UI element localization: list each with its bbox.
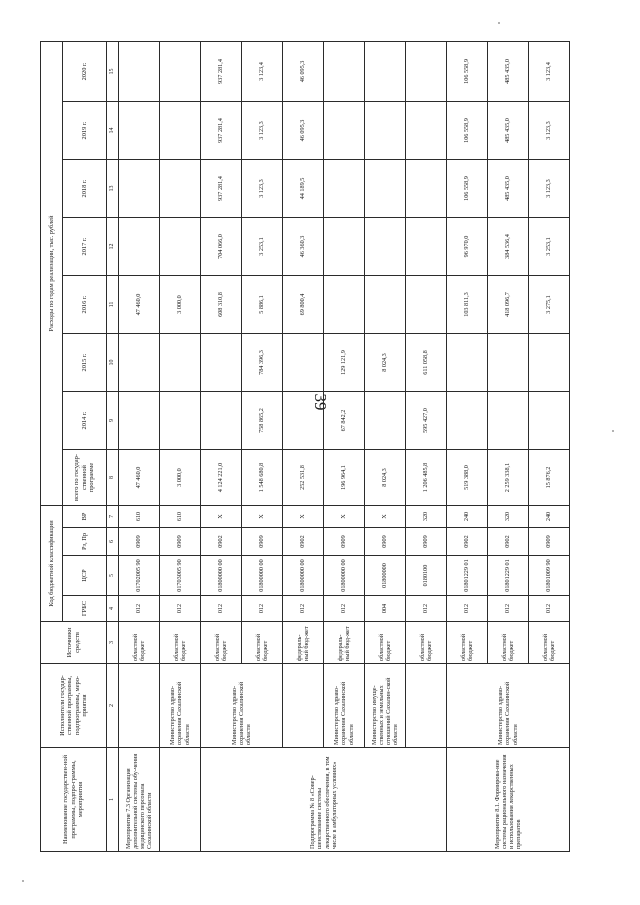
table-row (447, 41, 488, 851)
cell-2018 (365, 160, 406, 218)
cell-rzpr: 0902 (488, 528, 529, 556)
cell-total: 1 206 485,8 (406, 450, 447, 506)
cell-2015: 784 396,3 (242, 334, 283, 392)
cell-source: областной бюджет (488, 622, 529, 664)
cell-2019: 46 095,3 (283, 102, 324, 160)
cell-2019: 485 435,0 (488, 102, 529, 160)
page-number: 39 (311, 393, 330, 411)
cell-2018: 44 189,5 (283, 160, 324, 218)
cell-2018 (119, 160, 160, 218)
col-number: 13 (107, 160, 119, 218)
cell-2014 (529, 392, 570, 450)
cell-csr: 0180100 (406, 556, 447, 596)
cell-grbs: 012 (201, 596, 242, 622)
cell-rzpr: 0909 (324, 528, 365, 556)
col-number: 8 (107, 450, 119, 506)
cell-2015: 8 024,3 (365, 334, 406, 392)
cell-vr: X (324, 506, 365, 528)
cell-2016 (406, 276, 447, 334)
table-row (119, 41, 160, 851)
cell-total: 8 024,3 (365, 450, 406, 506)
table-body (119, 41, 570, 851)
scan-speck (612, 430, 614, 432)
cell-name: Подпрограмма № 8 «Совер-шенствование системы лекарственного обеспечения, в том числе в амбулаторных условиях» (201, 748, 447, 852)
cell-2017: 46 360,3 (283, 218, 324, 276)
cell-2015: 611 058,8 (406, 334, 447, 392)
header-year-2014: 2014 г. (63, 392, 107, 450)
cell-2016: 418 096,7 (488, 276, 529, 334)
header-year-2017: 2017 г. (63, 218, 107, 276)
cell-executor: Министерство здраво-охранения Сахалинской области (201, 664, 283, 748)
header-grbs: ГРБС (63, 596, 107, 622)
cell-name (160, 748, 201, 852)
cell-2018: 3 123,3 (529, 160, 570, 218)
cell-2019 (406, 102, 447, 160)
cell-vr: X (201, 506, 242, 528)
cell-2017 (119, 218, 160, 276)
cell-2016 (365, 276, 406, 334)
cell-total: 196 964,1 (324, 450, 365, 506)
col-number: 15 (107, 41, 119, 101)
table-row (201, 41, 242, 851)
col-number: 3 (107, 622, 119, 664)
cell-vr: 320 (488, 506, 529, 528)
cell-2017: 3 253,1 (242, 218, 283, 276)
cell-grbs: 012 (242, 596, 283, 622)
cell-2018 (324, 160, 365, 218)
cell-vr: X (365, 506, 406, 528)
cell-csr: 01801229 01 (488, 556, 529, 596)
cell-total: 47 460,0 (119, 450, 160, 506)
cell-grbs: 012 (488, 596, 529, 622)
cell-csr: 01800000 (365, 556, 406, 596)
cell-csr: 01800000 00 (242, 556, 283, 596)
table-row (160, 41, 201, 851)
cell-2014 (447, 392, 488, 450)
cell-2018: 106 558,9 (447, 160, 488, 218)
header-rzpr: Рз, Пр (63, 528, 107, 556)
cell-vr: 610 (119, 506, 160, 528)
cell-grbs: 012 (406, 596, 447, 622)
col-number: 14 (107, 102, 119, 160)
cell-2018: 937 281,4 (201, 160, 242, 218)
cell-2016: 103 811,3 (447, 276, 488, 334)
cell-total: 519 388,0 (447, 450, 488, 506)
cell-2015 (160, 334, 201, 392)
cell-2018: 485 435,0 (488, 160, 529, 218)
cell-2014 (283, 392, 324, 450)
cell-2014 (119, 392, 160, 450)
col-number: 7 (107, 506, 119, 528)
cell-vr: 240 (447, 506, 488, 528)
cell-total: 4 124 221,0 (201, 450, 242, 506)
cell-2020 (365, 41, 406, 101)
cell-source: областной бюджет (160, 622, 201, 664)
cell-2016: 5 886,1 (242, 276, 283, 334)
cell-2016: 3 275,1 (529, 276, 570, 334)
cell-2020 (406, 41, 447, 101)
cell-rzpr: 0909 (365, 528, 406, 556)
cell-name: Мероприятие 7.3 Организация дополнительной системы обу-чения медицинского персонала Сахалинской области (119, 748, 160, 852)
cell-2017 (324, 218, 365, 276)
col-number: 2 (107, 664, 119, 748)
cell-2014 (160, 392, 201, 450)
header-source: Источники средств (41, 622, 107, 664)
cell-source: областной бюджет (529, 622, 570, 664)
cell-grbs: 012 (160, 596, 201, 622)
cell-csr: 01801009 90 (529, 556, 570, 596)
cell-grbs: 004 (365, 596, 406, 622)
cell-2014 (201, 392, 242, 450)
cell-2014: 67 842,2 (324, 392, 365, 450)
header-name: Наименование государствен-ной программы, подпро-граммы, мероприятия (41, 748, 107, 852)
cell-rzpr: 0909 (529, 528, 570, 556)
cell-rzpr: 0902 (447, 528, 488, 556)
header-year-2015: 2015 г. (63, 334, 107, 392)
header-csr: ЦСР (63, 556, 107, 596)
col-number: 6 (107, 528, 119, 556)
cell-2017 (406, 218, 447, 276)
cell-executor: Министерство здраво-охранения Сахалинской области (160, 664, 201, 748)
cell-csr: 01800000 00 (201, 556, 242, 596)
cell-2020: 485 435,0 (488, 41, 529, 101)
col-number: 1 (107, 748, 119, 852)
cell-2020: 3 123,4 (242, 41, 283, 101)
cell-2015 (529, 334, 570, 392)
cell-2019 (119, 102, 160, 160)
cell-rzpr: 0902 (283, 528, 324, 556)
table-row (324, 41, 365, 851)
cell-2020: 3 123,4 (529, 41, 570, 101)
cell-executor (119, 664, 160, 748)
cell-2016: 3 000,0 (160, 276, 201, 334)
cell-vr: X (242, 506, 283, 528)
cell-csr: 01801229 01 (447, 556, 488, 596)
cell-vr: 610 (160, 506, 201, 528)
cell-2016: 69 800,4 (283, 276, 324, 334)
cell-2014: 595 427,0 (406, 392, 447, 450)
cell-2020 (324, 41, 365, 101)
cell-source: областной бюджет (201, 622, 242, 664)
cell-2015 (488, 334, 529, 392)
cell-source: федераль-ный бюд-жет (283, 622, 324, 664)
cell-rzpr: 0909 (242, 528, 283, 556)
col-number: 12 (107, 218, 119, 276)
table-row (406, 41, 447, 851)
cell-executor: Министерство здраво-охранения Сахалинской области (324, 664, 365, 748)
cell-2015 (283, 334, 324, 392)
cell-2020: 46 095,3 (283, 41, 324, 101)
cell-grbs: 012 (447, 596, 488, 622)
cell-source: областной бюджет (242, 622, 283, 664)
cell-2014 (365, 392, 406, 450)
cell-csr: 01800000 00 (283, 556, 324, 596)
col-number: 10 (107, 334, 119, 392)
cell-csr: 01800000 00 (324, 556, 365, 596)
cell-grbs: 012 (324, 596, 365, 622)
cell-source: областной бюджет (447, 622, 488, 664)
cell-grbs: 012 (283, 596, 324, 622)
cell-2015 (119, 334, 160, 392)
cell-total: 3 000,0 (160, 450, 201, 506)
cell-2020: 106 558,9 (447, 41, 488, 101)
cell-2018 (406, 160, 447, 218)
cell-csr: 01702005 90 (119, 556, 160, 596)
scan-speck (22, 880, 24, 882)
cell-2015 (201, 334, 242, 392)
cell-2019 (365, 102, 406, 160)
cell-2018 (160, 160, 201, 218)
cell-2017 (160, 218, 201, 276)
cell-2020 (160, 41, 201, 101)
cell-grbs: 012 (119, 596, 160, 622)
cell-name: Мероприятие 8.1. Формирова-ние системы рационального назначения и использования лекарственных препаратов (447, 748, 570, 852)
cell-2017: 96 970,0 (447, 218, 488, 276)
cell-executor: Министерство имуще-ственных и земельных отношений Сахалин-ской области (365, 664, 406, 748)
col-number: 5 (107, 556, 119, 596)
cell-csr: 01703005 90 (160, 556, 201, 596)
cell-2014 (488, 392, 529, 450)
table-row (283, 41, 324, 851)
table-row (365, 41, 406, 851)
header-year-2019: 2019 г. (63, 102, 107, 160)
cell-source: областной бюджет (365, 622, 406, 664)
cell-2019 (160, 102, 201, 160)
budget-table (40, 41, 570, 852)
cell-2020: 937 281,4 (201, 41, 242, 101)
rotated-table-container (40, 42, 556, 852)
cell-vr: X (283, 506, 324, 528)
header-year-2020: 2020 г. (63, 41, 107, 101)
cell-grbs: 012 (529, 596, 570, 622)
cell-2019: 3 123,3 (242, 102, 283, 160)
cell-2014: 758 865,2 (242, 392, 283, 450)
cell-2017 (365, 218, 406, 276)
cell-2017: 704 066,0 (201, 218, 242, 276)
header-year-2016: 2016 г. (63, 276, 107, 334)
cell-rzpr: 0909 (119, 528, 160, 556)
cell-rzpr: 0902 (201, 528, 242, 556)
scan-speck (498, 22, 500, 24)
cell-vr: 320 (406, 506, 447, 528)
cell-2017: 384 536,4 (488, 218, 529, 276)
cell-2019: 3 123,3 (529, 102, 570, 160)
cell-2017: 3 253,1 (529, 218, 570, 276)
cell-total: 15 876,2 (529, 450, 570, 506)
cell-2019 (324, 102, 365, 160)
cell-2020 (119, 41, 160, 101)
cell-2015: 129 121,9 (324, 334, 365, 392)
cell-source: федераль-ный бюд-жет (324, 622, 365, 664)
cell-total: 2 259 338,1 (488, 450, 529, 506)
col-number: 11 (107, 276, 119, 334)
column-number-row (107, 41, 119, 851)
cell-2016: 608 310,8 (201, 276, 242, 334)
cell-2016: 47 460,0 (119, 276, 160, 334)
cell-2019: 937 281,4 (201, 102, 242, 160)
header-year-2018: 2018 г. (63, 160, 107, 218)
cell-executor: Министерство здраво-охранения Сахалинской области (447, 664, 570, 748)
cell-rzpr: 0909 (406, 528, 447, 556)
cell-executor (283, 664, 324, 748)
cell-2019: 106 558,9 (447, 102, 488, 160)
cell-rzpr: 0909 (160, 528, 201, 556)
cell-source: областной бюджет (406, 622, 447, 664)
cell-total: 252 531,8 (283, 450, 324, 506)
cell-2016 (324, 276, 365, 334)
cell-executor (406, 664, 447, 748)
header-executor: Исполнители государ-ственной программы, подпрограммы, меро-приятия (41, 664, 107, 748)
cell-vr: 240 (529, 506, 570, 528)
cell-source: областной бюджет (119, 622, 160, 664)
col-number: 9 (107, 392, 119, 450)
cell-2018: 3 123,3 (242, 160, 283, 218)
header-classification: Код бюджетной классификации (41, 506, 63, 622)
col-number: 4 (107, 596, 119, 622)
cell-total: 1 548 680,8 (242, 450, 283, 506)
cell-2015 (447, 334, 488, 392)
header-total: всего по государ-ственной программе (63, 450, 107, 506)
header-expenses: Расходы по годам реализации, тыс. рублей (41, 41, 63, 505)
header-vr: ВР (63, 506, 107, 528)
